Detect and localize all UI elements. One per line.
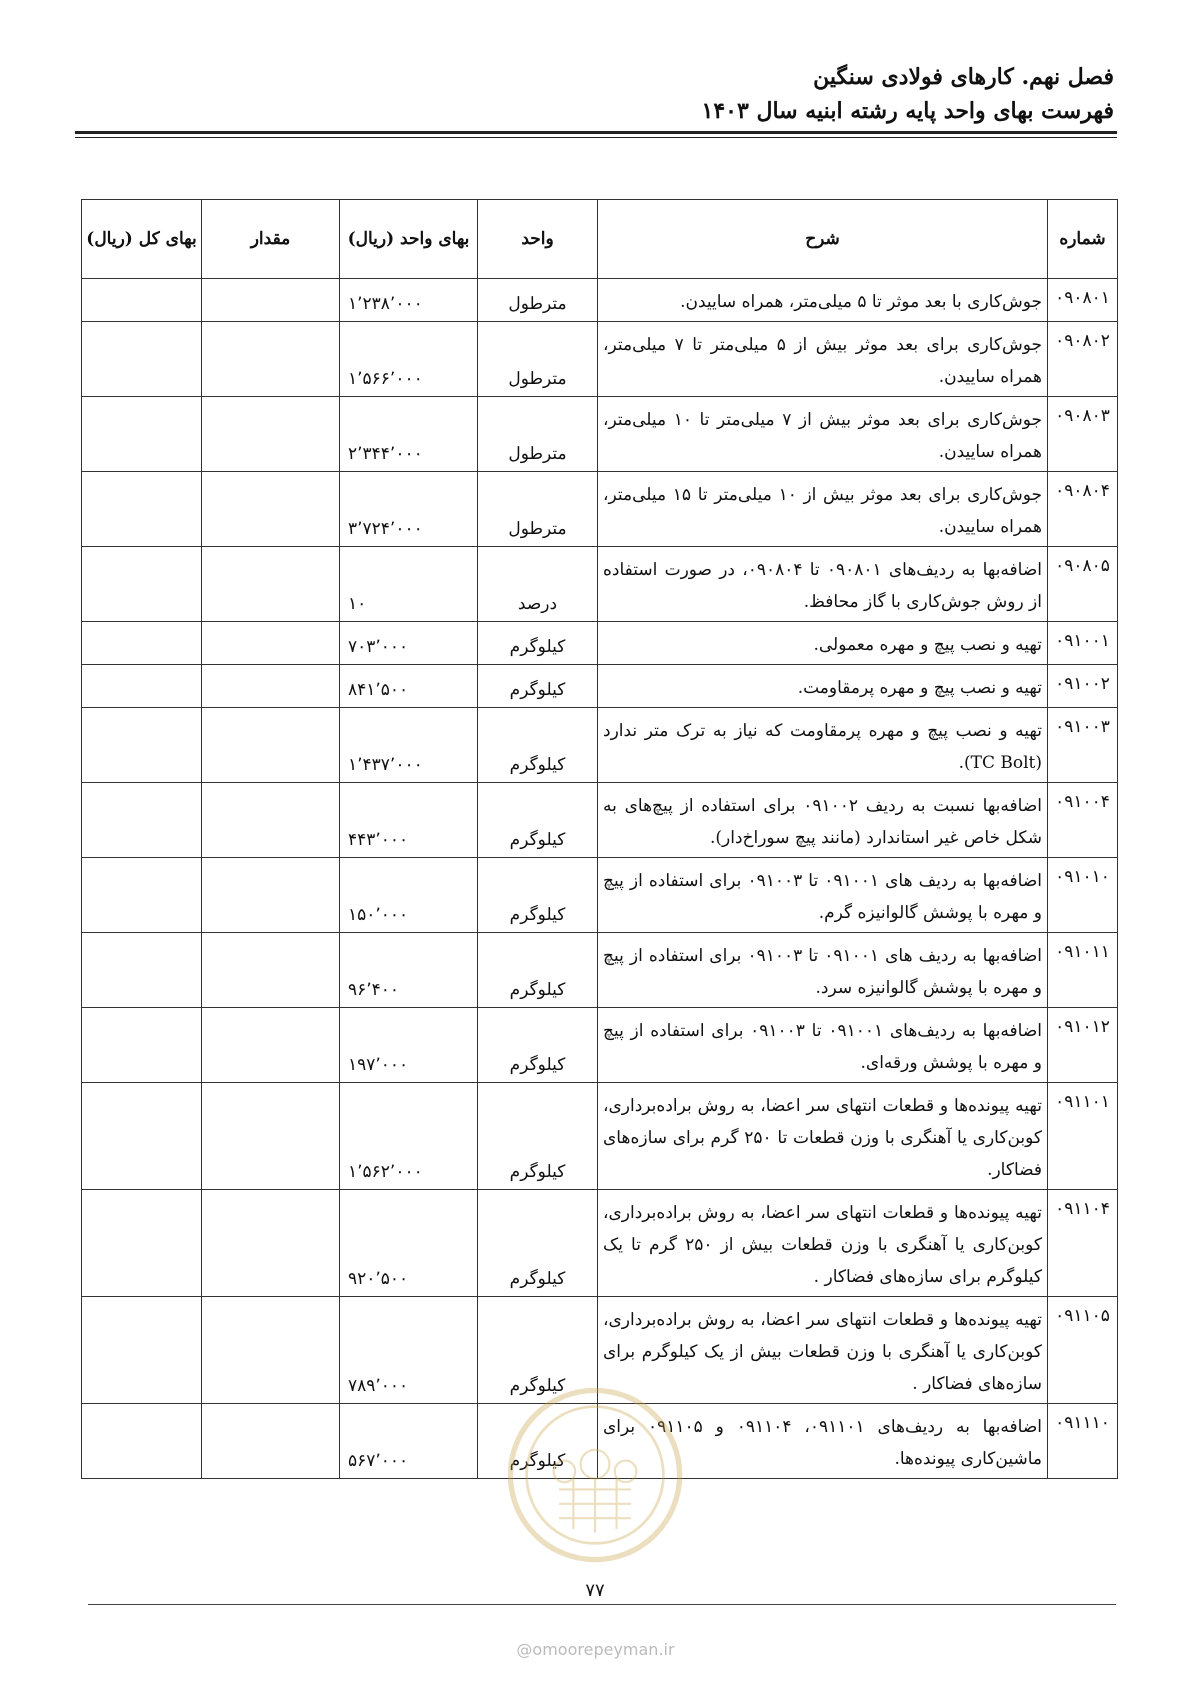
row-quantity (202, 1404, 340, 1479)
row-unit: کیلوگرم (478, 933, 598, 1008)
header-rule-thick (75, 131, 1117, 134)
row-unit: کیلوگرم (478, 858, 598, 933)
col-header-quantity: مقدار (202, 200, 340, 279)
row-unit-price: ۱۵۰٬۰۰۰ (340, 858, 478, 933)
table-row (82, 1083, 1118, 1190)
row-unit: کیلوگرم (478, 1404, 598, 1479)
row-unit: مترطول (478, 279, 598, 322)
row-code: ۰۹۱۰۱۱ (1048, 933, 1118, 1008)
table-header-row (82, 200, 1118, 279)
row-unit-price: ۱٬۵۶۲٬۰۰۰ (340, 1083, 478, 1190)
row-description: تهیه و نصب پیچ و مهره پرمقاومت که نیاز به ترک متر ندارد (TC Bolt). (598, 708, 1048, 783)
row-code: ۰۹۱۰۱۰ (1048, 858, 1118, 933)
row-code: ۰۹۱۰۰۳ (1048, 708, 1118, 783)
row-total (82, 665, 202, 708)
row-code: ۰۹۱۱۱۰ (1048, 1404, 1118, 1479)
row-unit-price: ۱۹۷٬۰۰۰ (340, 1008, 478, 1083)
page-header (702, 60, 1114, 128)
row-quantity (202, 783, 340, 858)
row-quantity (202, 665, 340, 708)
table-row (82, 622, 1118, 665)
table-body (82, 279, 1118, 1479)
row-description: اضافه‌بها به ردیف های ۰۹۱۰۰۱ تا ۰۹۱۰۰۳ برای استفاده از پیچ و مهره با پوشش گالوانیزه سرد. (598, 933, 1048, 1008)
price-table (81, 199, 1118, 1479)
table-row (82, 279, 1118, 322)
row-description: تهیه پیونده‌ها و قطعات انتهای سر اعضا، به روش براده‌برداری، کوبن‌کاری یا آهنگری با وزن قطعات تا ۲۵۰ گرم برای سازه‌های فضاکار. (598, 1083, 1048, 1190)
row-quantity (202, 279, 340, 322)
row-description: اضافه‌بها نسبت به ردیف ۰۹۱۰۰۲ برای استفاده از پیچ‌های به شکل خاص غیر استاندارد (مانند پیچ سوراخ‌دار). (598, 783, 1048, 858)
row-unit-price: ۷۰۳٬۰۰۰ (340, 622, 478, 665)
header-rule-thin (75, 137, 1117, 138)
row-code: ۰۹۱۱۰۱ (1048, 1083, 1118, 1190)
row-unit-price: ۱٬۴۳۷٬۰۰۰ (340, 708, 478, 783)
row-unit-price: ۱٬۵۶۶٬۰۰۰ (340, 322, 478, 397)
table-row (82, 322, 1118, 397)
row-total (82, 708, 202, 783)
row-code: ۰۹۱۱۰۴ (1048, 1190, 1118, 1297)
row-unit: مترطول (478, 397, 598, 472)
row-unit: کیلوگرم (478, 1297, 598, 1404)
row-code: ۰۹۰۸۰۱ (1048, 279, 1118, 322)
row-description: تهیه و نصب پیچ و مهره معمولی. (598, 622, 1048, 665)
row-unit: مترطول (478, 322, 598, 397)
table-row (82, 858, 1118, 933)
row-total (82, 933, 202, 1008)
chapter-title: فصل نهم. کارهای فولادی سنگین (813, 64, 1114, 90)
col-header-unit: واحد (478, 200, 598, 279)
row-unit-price: ۱٬۲۳۸٬۰۰۰ (340, 279, 478, 322)
row-unit: مترطول (478, 472, 598, 547)
row-quantity (202, 708, 340, 783)
row-quantity (202, 1297, 340, 1404)
row-quantity (202, 933, 340, 1008)
row-unit-price: ۸۴۱٬۵۰۰ (340, 665, 478, 708)
row-quantity (202, 397, 340, 472)
row-description: جوش‌کاری برای بعد موثر بیش از ۱۰ میلی‌متر تا ۱۵ میلی‌متر، همراه ساییدن. (598, 472, 1048, 547)
row-code: ۰۹۰۸۰۵ (1048, 547, 1118, 622)
row-total (82, 858, 202, 933)
row-quantity (202, 547, 340, 622)
row-quantity (202, 322, 340, 397)
row-description: تهیه و نصب پیچ و مهره پرمقاومت. (598, 665, 1048, 708)
footer-rule (88, 1604, 1116, 1605)
row-total (82, 1190, 202, 1297)
row-total (82, 397, 202, 472)
row-total (82, 322, 202, 397)
table-row (82, 1190, 1118, 1297)
row-unit-price: ۷۸۹٬۰۰۰ (340, 1297, 478, 1404)
row-unit-price: ۲٬۳۴۴٬۰۰۰ (340, 397, 478, 472)
col-header-unit-price: بهای واحد (ریال) (340, 200, 478, 279)
row-unit: کیلوگرم (478, 783, 598, 858)
row-code: ۰۹۰۸۰۴ (1048, 472, 1118, 547)
row-code: ۰۹۰۸۰۲ (1048, 322, 1118, 397)
row-description: اضافه‌بها به ردیف های ۰۹۱۰۰۱ تا ۰۹۱۰۰۳ برای استفاده از پیچ و مهره با پوشش گالوانیزه گرم. (598, 858, 1048, 933)
table-row (82, 665, 1118, 708)
col-header-code: شماره (1048, 200, 1118, 279)
row-total (82, 1083, 202, 1190)
row-unit-price: ۹۲۰٬۵۰۰ (340, 1190, 478, 1297)
watermark: @omoorepeyman.ir (516, 1640, 675, 1659)
row-unit-price: ۹۶٬۴۰۰ (340, 933, 478, 1008)
seal-icon (505, 1385, 685, 1565)
table-row (82, 472, 1118, 547)
row-unit-price: ۱۰ (340, 547, 478, 622)
row-total (82, 1297, 202, 1404)
row-code: ۰۹۱۰۰۲ (1048, 665, 1118, 708)
row-total (82, 783, 202, 858)
page-number: ۷۷ (575, 1580, 615, 1601)
row-unit: کیلوگرم (478, 1083, 598, 1190)
row-total (82, 547, 202, 622)
col-header-total: بهای کل (ریال) (82, 200, 202, 279)
row-quantity (202, 858, 340, 933)
row-unit-price: ۳٬۷۲۴٬۰۰۰ (340, 472, 478, 547)
table-row (82, 708, 1118, 783)
table-row (82, 933, 1118, 1008)
row-quantity (202, 622, 340, 665)
row-quantity (202, 472, 340, 547)
row-unit-price: ۵۶۷٬۰۰۰ (340, 1404, 478, 1479)
row-description: اضافه‌بها به ردیف‌های ۰۹۱۱۰۱، ۰۹۱۱۰۴ و ۰۹۱۱۰۵ برای ماشین‌کاری پیونده‌ها. (598, 1404, 1048, 1479)
row-unit: کیلوگرم (478, 1008, 598, 1083)
row-code: ۰۹۱۰۰۱ (1048, 622, 1118, 665)
row-unit: درصد (478, 547, 598, 622)
row-unit: کیلوگرم (478, 665, 598, 708)
row-code: ۰۹۱۰۰۴ (1048, 783, 1118, 858)
row-quantity (202, 1008, 340, 1083)
row-description: تهیه پیونده‌ها و قطعات انتهای سر اعضا، به روش براده‌برداری، کوبن‌کاری یا آهنگری با وزن قطعات بیش از ۲۵۰ گرم تا یک کیلوگرم برای سازه‌های فضاکار . (598, 1190, 1048, 1297)
row-description: جوش‌کاری با بعد موثر تا ۵ میلی‌متر، همراه ساییدن. (598, 279, 1048, 322)
col-header-description: شرح (598, 200, 1048, 279)
row-total (82, 1008, 202, 1083)
row-unit: کیلوگرم (478, 622, 598, 665)
row-description: اضافه‌بها به ردیف‌های ۰۹۱۰۰۱ تا ۰۹۱۰۰۳ برای استفاده از پیچ و مهره با پوشش ورقه‌ای. (598, 1008, 1048, 1083)
row-total (82, 472, 202, 547)
row-total (82, 622, 202, 665)
row-quantity (202, 1190, 340, 1297)
row-total (82, 279, 202, 322)
row-description: اضافه‌بها به ردیف‌های ۰۹۰۸۰۱ تا ۰۹۰۸۰۴، در صورت استفاده از روش جوش‌کاری با گاز محافظ. (598, 547, 1048, 622)
row-unit: کیلوگرم (478, 708, 598, 783)
row-code: ۰۹۱۰۱۲ (1048, 1008, 1118, 1083)
table-row (82, 397, 1118, 472)
row-total (82, 1404, 202, 1479)
row-description: تهیه پیونده‌ها و قطعات انتهای سر اعضا، به روش براده‌برداری، کوبن‌کاری یا آهنگری با وزن قطعات بیش از یک کیلوگرم برای سازه‌های فضاکار . (598, 1297, 1048, 1404)
row-description: جوش‌کاری برای بعد موثر بیش از ۵ میلی‌متر تا ۷ میلی‌متر، همراه ساییدن. (598, 322, 1048, 397)
table-row (82, 547, 1118, 622)
document-subtitle: فهرست بهای واحد پایه رشته ابنیه سال ۱۴۰۳ (701, 98, 1114, 124)
table-row (82, 783, 1118, 858)
row-code: ۰۹۱۱۰۵ (1048, 1297, 1118, 1404)
row-quantity (202, 1083, 340, 1190)
table-row (82, 1008, 1118, 1083)
row-code: ۰۹۰۸۰۳ (1048, 397, 1118, 472)
row-unit-price: ۴۴۳٬۰۰۰ (340, 783, 478, 858)
row-unit: کیلوگرم (478, 1190, 598, 1297)
row-description: جوش‌کاری برای بعد موثر بیش از ۷ میلی‌متر تا ۱۰ میلی‌متر، همراه ساییدن. (598, 397, 1048, 472)
